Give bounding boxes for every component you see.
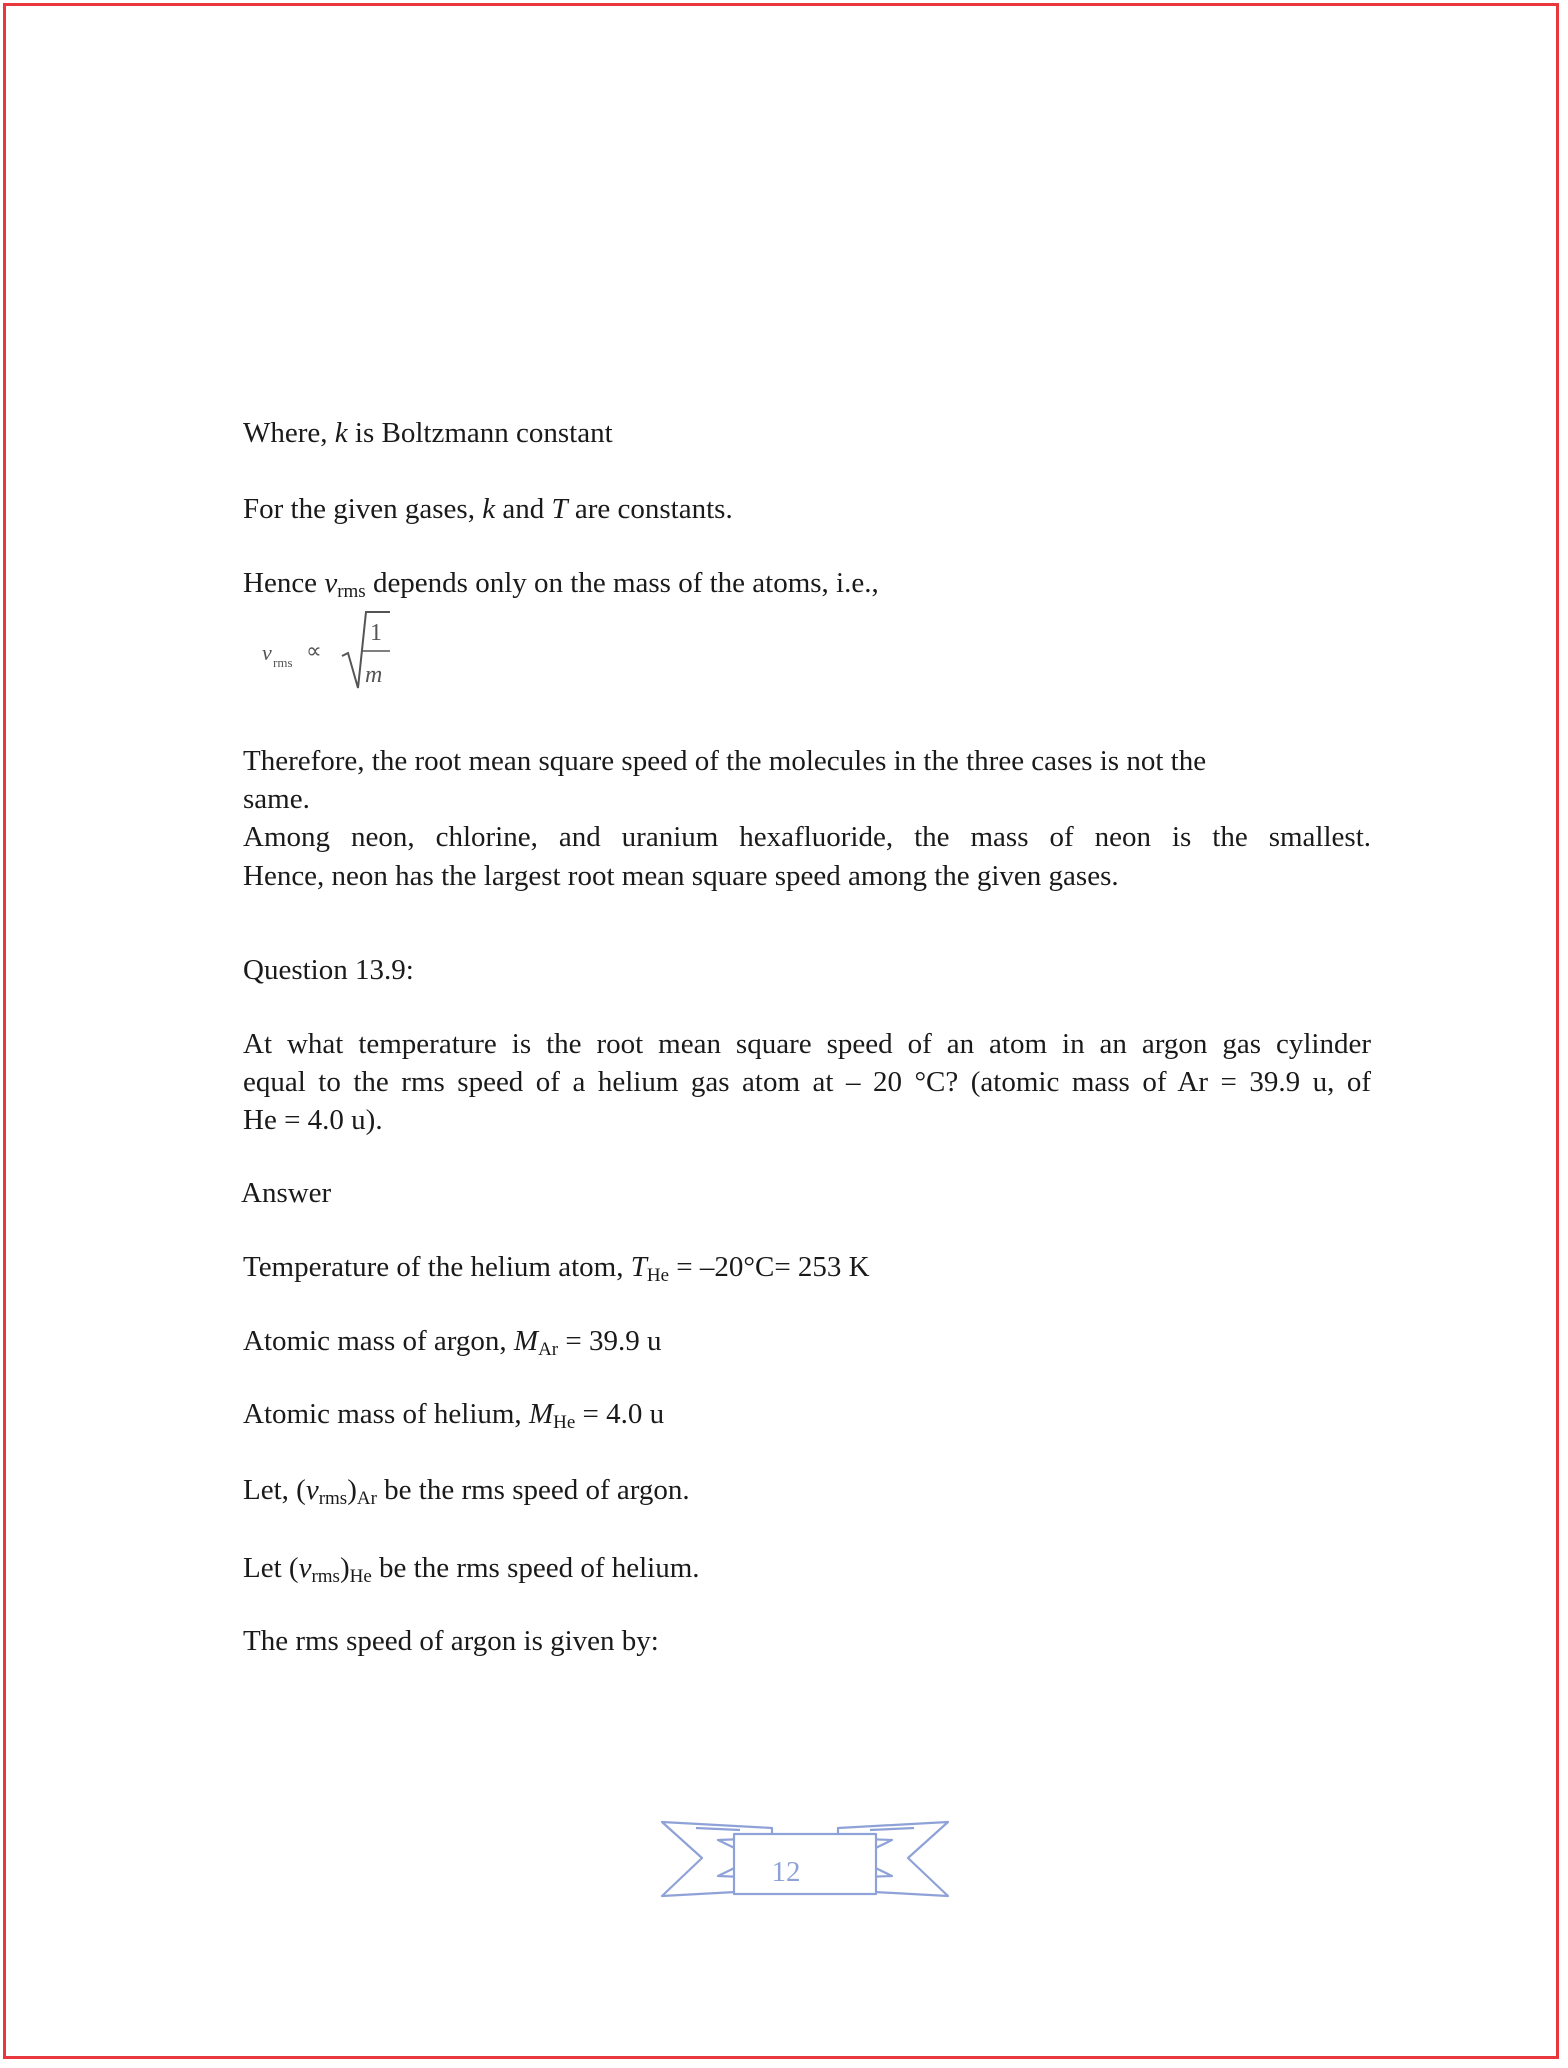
formula-proportional-symbol: ∝ — [306, 638, 322, 663]
rms-proportionality-formula — [262, 606, 402, 696]
mass-helium-line: Atomic mass of helium, $M_{He} = 4.0$ u — [243, 1398, 665, 1433]
let-helium-line: Let $(v_{rms})_{He}$ be the rms speed of helium. — [243, 1552, 700, 1587]
question-line-2: equal to the rms speed of a helium gas atom at – 20 °C? (atomic mass of Ar = 39.9 u, of — [243, 1066, 1371, 1098]
therefore-line-2: same. — [243, 783, 310, 815]
constants-line: For the given gases, k and T are constants. — [243, 493, 733, 525]
question-line-1: At what temperature is the root mean square speed of an atom in an argon gas cylinder — [243, 1028, 1371, 1060]
formula-v: v — [262, 640, 272, 665]
depends-line: Hence $v_{rms}$ depends only on the mass of the atoms, i.e., — [243, 567, 879, 602]
question-line-3: He = 4.0 u). — [243, 1104, 383, 1136]
ornament-right-ribbon — [870, 1828, 914, 1830]
formula-sub: rms — [273, 655, 293, 670]
let-argon-line: Let, $(v_{rms})_{Ar}$ be the rms speed of argon. — [243, 1474, 690, 1509]
page-number: 12 — [771, 1856, 801, 1888]
boltzmann-line: Where, k is Boltzmann constant — [243, 417, 613, 449]
ornament-left-ribbon — [696, 1828, 740, 1830]
answer-heading: Answer — [241, 1177, 332, 1209]
among-line-1: Among neon, chlorine, and uranium hexafluoride, the mass of neon is the smallest. — [243, 821, 1371, 853]
formula-numerator: 1 — [370, 620, 382, 646]
therefore-line-1: Therefore, the root mean square speed of the molecules in the three cases is not the — [243, 745, 1207, 777]
among-line-2: Hence, neon has the largest root mean square speed among the given gases. — [243, 860, 1119, 892]
formula-denominator: m — [365, 662, 383, 688]
rms-argon-line: The rms speed of argon is given by: — [243, 1625, 659, 1657]
temperature-helium-line: Temperature of the helium atom, $T_{He} = -20^\circ C= 253$ K — [243, 1251, 870, 1286]
question-heading: Question 13.9: — [243, 954, 414, 986]
mass-argon-line: Atomic mass of argon, $M_{Ar} = 39.9$ u — [243, 1325, 662, 1360]
